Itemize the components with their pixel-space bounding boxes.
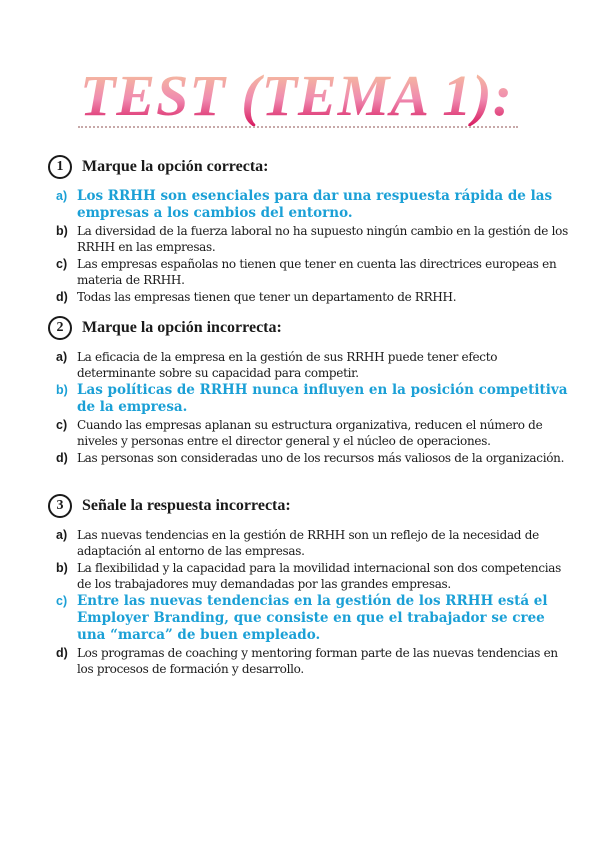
option-letter: c) [56,418,68,432]
option-text: Las personas son consideradas uno de los recursos más valiosos de la organización. [77,451,565,465]
question-header [48,155,570,179]
question-title: Marque la opción correcta: [82,158,269,175]
title-divider [78,126,518,128]
option-text: Las políticas de RRHH nunca influyen en la posición competitiva de la empresa. [77,382,568,415]
question-title: Marque la opción incorrecta: [82,319,282,336]
option-text: Las nuevas tendencias en la gestión de RRHH son un reflejo de la necesidad de adaptación al entorno de las empresas. [77,528,539,558]
option-text: Cuando las empresas aplanan su estructura organizativa, reducen el número de niveles y personas entre el director general y el núcleo de operaciones. [77,418,543,448]
option-a [48,527,570,559]
option-d [48,289,570,305]
option-d [48,450,570,466]
option-letter: a) [56,350,68,364]
question-title: Señale la respuesta incorrecta: [82,497,291,514]
question-number-badge: 3 [48,494,72,518]
option-letter: c) [56,257,68,271]
option-c [48,593,570,644]
option-letter: d) [56,646,68,660]
option-c [48,256,570,288]
question-2 [48,316,570,467]
option-letter: a) [56,528,68,542]
option-text: Las empresas españolas no tienen que tener en cuenta las directrices europeas en materia de RRHH. [77,257,557,287]
option-letter: b) [56,224,68,238]
question-header [48,494,570,518]
option-text: Los programas de coaching y mentoring forman parte de las nuevas tendencias en los procesos de formación y desarrollo. [77,646,558,676]
option-text: Los RRHH son esenciales para dar una respuesta rápida de las empresas a los cambios del entorno. [77,188,553,221]
option-text: Todas las empresas tienen que tener un departamento de RRHH. [77,290,457,304]
option-letter: a) [56,189,68,203]
option-a [48,188,570,222]
option-text: La eficacia de la empresa en la gestión de sus RRHH puede tener efecto determinante sobre su capacidad para competir. [77,350,498,380]
option-letter: b) [56,383,68,397]
option-text: Entre las nuevas tendencias en la gestión de los RRHH está el Employer Branding, que consiste en que el trabajador se cree una “marca” de buen empleado. [77,593,548,643]
question-1 [48,155,570,306]
option-text: La diversidad de la fuerza laboral no ha supuesto ningún cambio en la gestión de los RRHH en las empresas. [77,224,568,254]
question-3 [48,494,570,678]
option-d [48,645,570,677]
option-b [48,382,570,416]
option-a [48,349,570,381]
option-letter: d) [56,290,68,304]
option-letter: c) [56,594,68,608]
question-number-badge: 1 [48,155,72,179]
page-title: TEST (TEMA 1): [80,66,540,126]
option-c [48,417,570,449]
option-letter: d) [56,451,68,465]
question-number-badge: 2 [48,316,72,340]
option-letter: b) [56,561,68,575]
question-header [48,316,570,340]
option-b [48,223,570,255]
option-text: La flexibilidad y la capacidad para la movilidad internacional son dos competencias de los trabajadores muy demandadas por las grandes empresas. [77,561,561,591]
option-b [48,560,570,592]
